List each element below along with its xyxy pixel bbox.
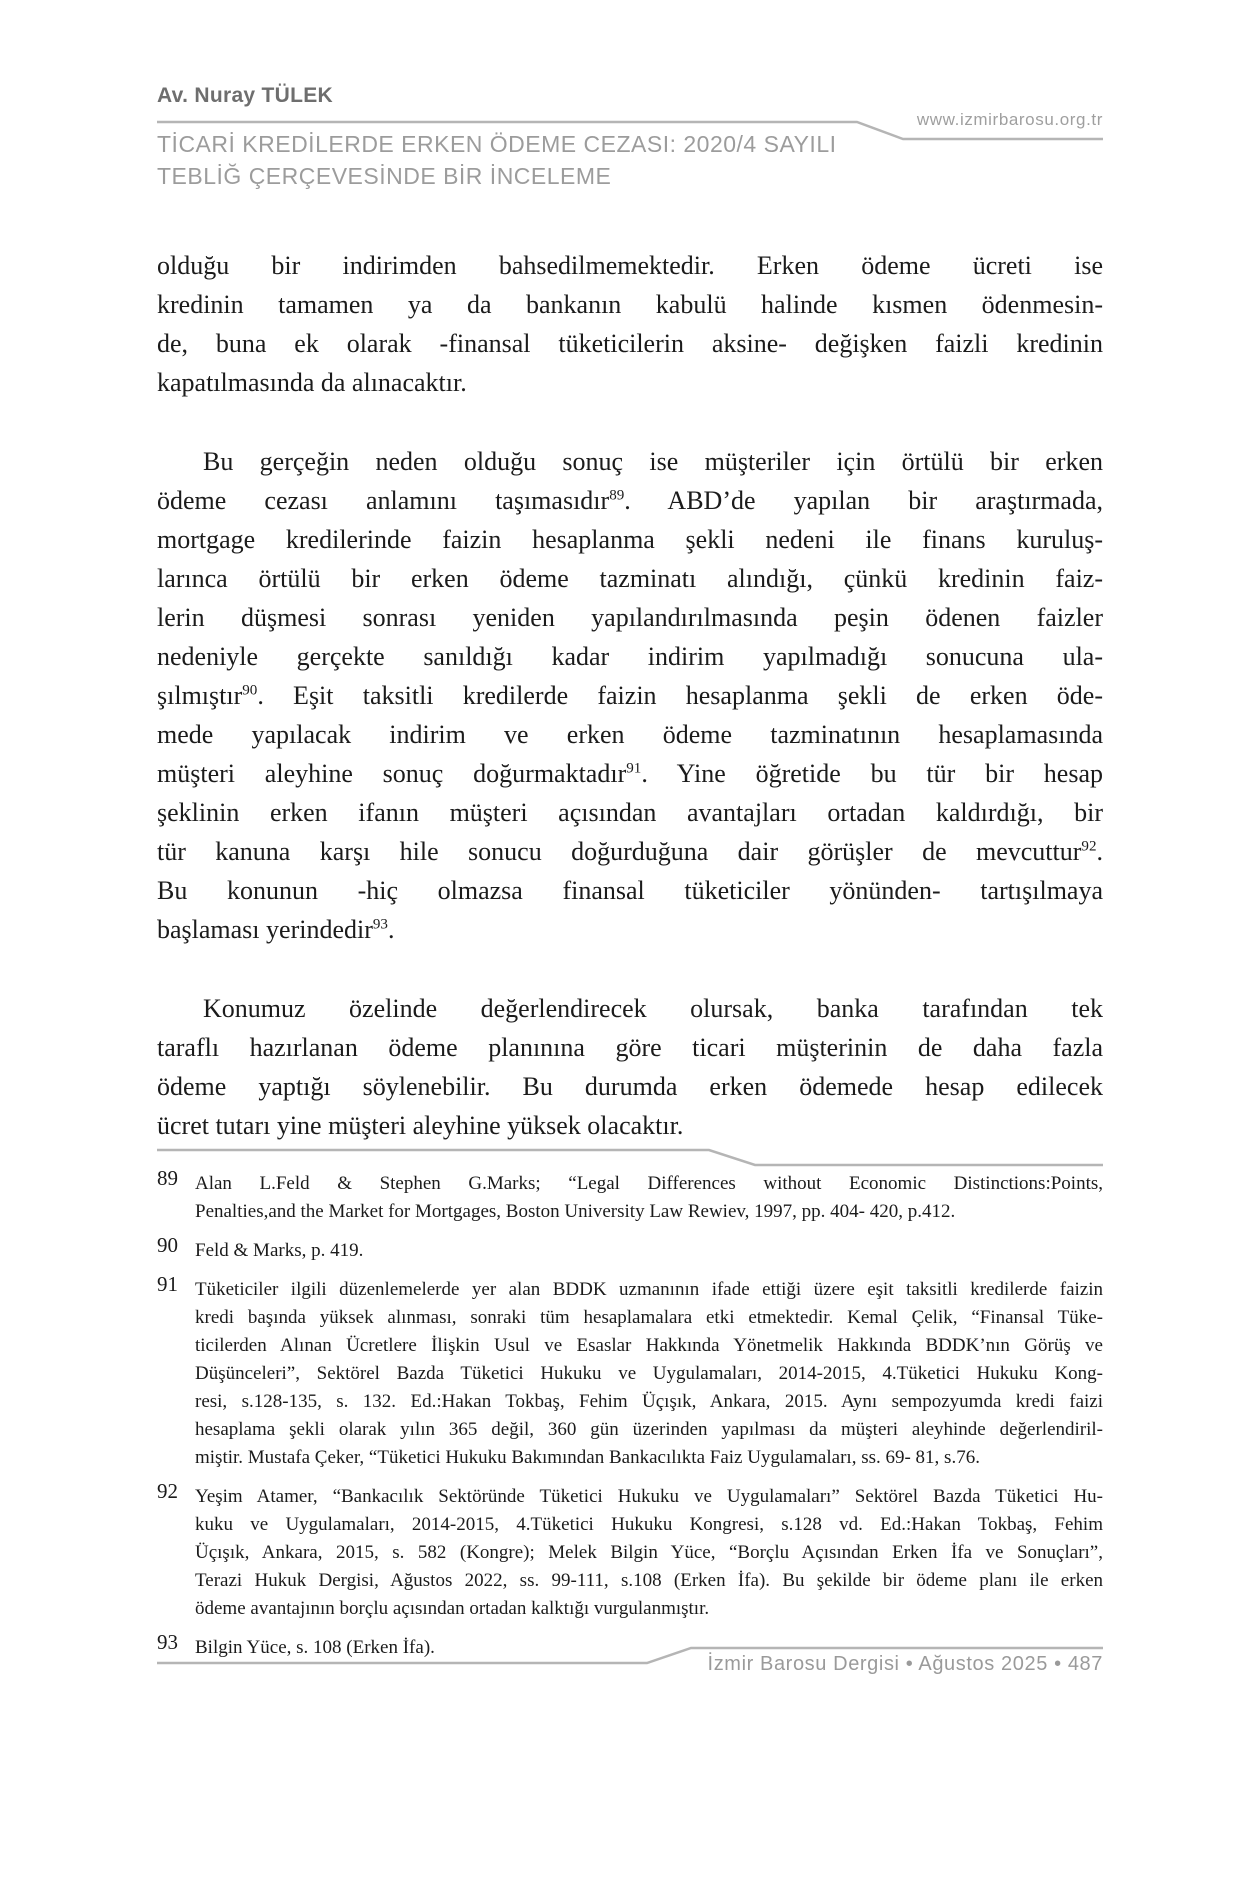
footnote-ref: 93 (372, 916, 388, 933)
footnote-number: 91 (157, 1272, 178, 1296)
article-title-line2: TEBLİĞ ÇERÇEVESİNDE BİR İNCELEME (157, 163, 612, 189)
footnote-separator-rule (157, 1148, 1103, 1168)
text-line: lerin düşmesi sonrası yeniden yapılandırılmasında peşin ödenen faizler (157, 603, 1103, 632)
text-line: Konumuz özelinde değerlendirecek olursak, banka tarafından tek (203, 994, 1103, 1023)
journal-footer-text: İzmir Barosu Dergisi • Ağustos 2025 • 487 (707, 1653, 1103, 1675)
article-title-line1: TİCARİ KREDİLERDE ERKEN ÖDEME CEZASI: 2020/4 SAYILI (157, 131, 837, 157)
text-line: Bu konunun -hiç olmazsa finansal tüketiciler yönünden- tartışılmaya (157, 876, 1103, 905)
footnote-line: Alan L.Feld & Stephen G.Marks; “Legal Differences without Economic Distinctions:Points, (195, 1173, 1103, 1194)
footnote-line: ticilerden Alınan Ücretlere İlişkin Usul ve Esaslar Hakkında Yönetmelik Hakkında BDDK’nın Görüş ve (195, 1335, 1103, 1356)
text-line: mortgage kredilerinde faizin hesaplanma şekli nedeni ile finans kuruluş- (157, 525, 1103, 554)
footnote (157, 1233, 1103, 1265)
footnotes-section (157, 1166, 1103, 1673)
text-line: şılmıştır$^{90}$. Eşit taksitli kredilerde faizin hesaplanma şekli de erken öde- (157, 681, 1103, 710)
footnote-number: 92 (157, 1479, 178, 1503)
text-line: ödeme yaptığı söylenebilir. Bu durumda erken ödemede hesap edilecek (157, 1072, 1103, 1101)
article-body (157, 246, 1103, 1185)
footnote-number: 90 (157, 1233, 178, 1257)
footnote-ref: 90 (242, 682, 258, 699)
footnote-line: Bilgin Yüce, s. 108 (Erken İfa). (195, 1637, 435, 1658)
paragraph (157, 246, 1103, 402)
text-line: kapatılmasında da alınacaktır. (157, 368, 467, 397)
website-url: www.izmirbarosu.org.tr (916, 110, 1103, 129)
footnote (157, 1479, 1103, 1623)
footnote-line: ödeme avantajının borçlu açısından ortadan kalktığı vurgulanmıştır. (195, 1598, 710, 1619)
text-line: müşteri aleyhine sonuç doğurmaktadır$^{91}$. Yine öğretide bu tür bir hesap (157, 759, 1103, 788)
footnote-line: kredi başında yüksek alınması, sonraki tüm hesaplamalara etki etmektedir. Kemal Çelik, “Finansal Tüke- (195, 1307, 1103, 1328)
footnote-ref: 91 (626, 760, 642, 777)
author-name: Av. Nuray TÜLEK (157, 84, 334, 107)
text-line: ücret tutarı yine müşteri aleyhine yüksek olacaktır. (157, 1111, 684, 1140)
text-line: larınca örtülü bir erken ödeme tazminatı alındığı, çünkü kredinin faiz- (157, 564, 1103, 593)
footnote-line: kuku ve Uygulamaları, 2014-2015, 4.Tüketici Hukuku Kongresi, s.128 vd. Ed.:Hakan Tokbaş, Fehim (195, 1514, 1103, 1535)
footnote-line: Düşünceleri”, Sektörel Bazda Tüketici Hukuku ve Uygulamaları, 2014-2015, 4.Tüketici Hukuku Kong- (195, 1363, 1103, 1384)
text-line: kredinin tamamen ya da bankanın kabulü halinde kısmen ödenmesin- (157, 290, 1103, 319)
footnote-number: 93 (157, 1630, 178, 1654)
text-line: nedeniyle gerçekte sanıldığı kadar indirim yapılmadığı sonucuna ula- (157, 642, 1103, 671)
text-line: Bu gerçeğin neden olduğu sonuç ise müşteriler için örtülü bir erken (203, 447, 1103, 476)
paragraph (157, 989, 1103, 1145)
footnote-line: hesaplama şekli olarak yılın 365 değil, 360 gün üzerinden yapılması da müşteri aleyhinde değerlendiril- (195, 1419, 1103, 1440)
text-line: tür kanuna karşı hile sonucu doğurduğuna dair görüşler de mevcuttur$^{92}$. (157, 837, 1103, 866)
text-line: de, buna ek olarak -finansal tüketicilerin aksine- değişken faizli kredinin (157, 329, 1103, 358)
footnote-line: Tüketiciler ilgili düzenlemelerde yer alan BDDK uzmanının ifade ettiği üzere eşit taksitli kredilerde faizin (195, 1279, 1103, 1300)
text-line: ödeme cezası anlamını taşımasıdır$^{89}$. ABD’de yapılan bir araştırmada, (157, 486, 1104, 515)
footnote (157, 1272, 1103, 1472)
footnote-ref: 92 (1081, 838, 1097, 855)
footnote-line: Terazi Hukuk Dergisi, Ağustos 2022, ss. 99-111, s.108 (Erken İfa). Bu şekilde bir ödeme planı ile erken (195, 1570, 1103, 1591)
footnote-line: Penalties,and the Market for Mortgages, Boston University Law Rewiev, 1997, pp. 404- 420, p.412. (195, 1201, 956, 1222)
text-line: şeklinin erken ifanın müşteri açısından avantajları ortadan kaldırdığı, bir (157, 798, 1103, 827)
footnote-line: Üçışık, Ankara, 2015, s. 582 (Kongre); Melek Bilgin Yüce, “Borçlu Açısından Erken İfa ve Sonuçları”, (195, 1542, 1103, 1563)
text-line: başlaması yerindedir$^{93}$. (157, 915, 395, 944)
footnote-line: miştir. Mustafa Çeker, “Tüketici Hukuku Bakımından Bankacılıkta Faiz Uygulamaları, ss. 69- 81, s.76. (195, 1447, 980, 1468)
footnote-line: Feld & Marks, p. 419. (195, 1240, 364, 1261)
text-line: mede yapılacak indirim ve erken ödeme tazminatının hesaplamasında (157, 720, 1103, 749)
footnote-number: 89 (157, 1166, 178, 1190)
text-line: taraflı hazırlanan ödeme planınına göre ticari müşterinin de daha fazla (157, 1033, 1103, 1062)
text-line: olduğu bir indirimden bahsedilmemektedir. Erken ödeme ücreti ise (157, 251, 1103, 280)
footnote-line: resi, s.128-135, s. 132. Ed.:Hakan Tokbaş, Fehim Üçışık, Ankara, 2015. Aynı sempozyumda kredi faizi (195, 1391, 1103, 1412)
footnote (157, 1166, 1103, 1226)
footnote-ref: 89 (609, 487, 625, 504)
paragraph (157, 442, 1103, 949)
footnote-line: Yeşim Atamer, “Bankacılık Sektöründe Tüketici Hukuku ve Uygulamaları” Sektörel Bazda Tüketici Hu- (195, 1486, 1103, 1507)
